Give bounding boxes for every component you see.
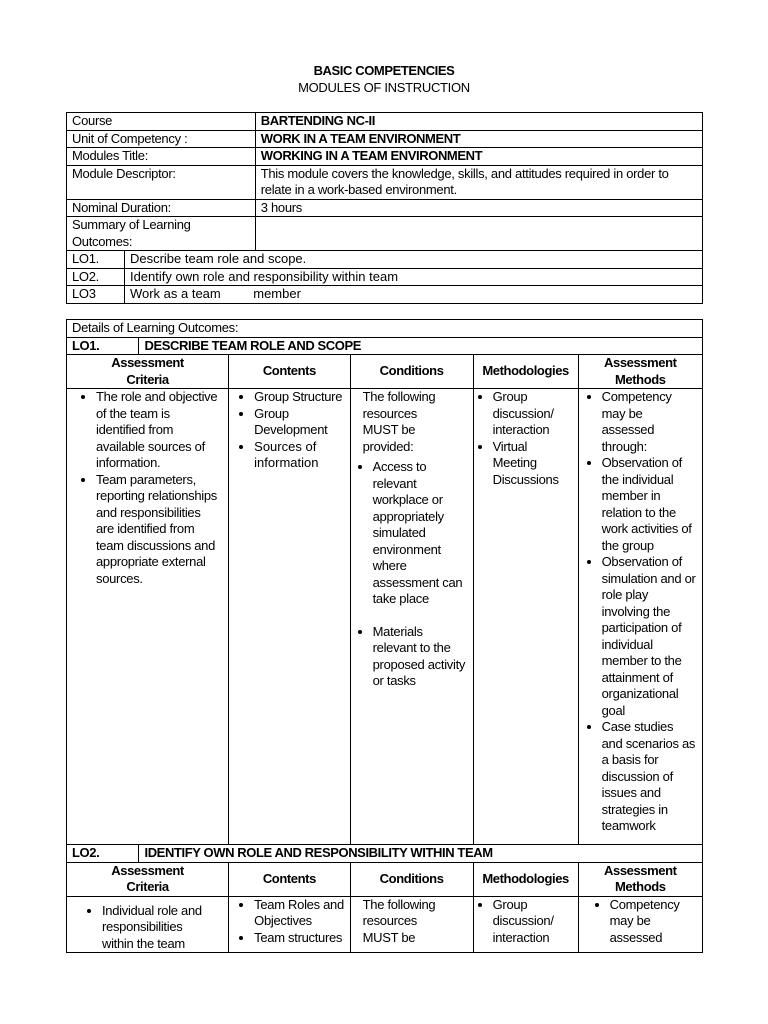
lo2-header-conditions: Conditions — [350, 862, 473, 896]
lo1-methodologies-item: • Group discussion/ interaction — [493, 389, 573, 439]
lo1-contents-item: • Group Structure — [254, 389, 344, 406]
lo2-contents-item: • Team structures — [254, 930, 344, 947]
lo1-conditions-item: • Access to relevant workplace or appropriately simulated environment where assessment can take place — [373, 459, 468, 608]
lo1-methods-item: • Case studies and scenarios as a basis for discussion of issues and strategies in teamwork — [602, 719, 697, 835]
lo2-methods-item: • Competency may be assessed — [610, 897, 690, 947]
lo1-conditions-cell — [350, 389, 473, 845]
header-methodologies: Methodologies — [473, 355, 578, 389]
lo2-header-methodologies: Methodologies — [473, 862, 578, 896]
lo3-code: LO3 — [67, 286, 125, 304]
lo1-methods-item: • Competency may be assessed through: — [602, 389, 697, 455]
learning-outcomes-table — [66, 319, 703, 953]
descriptor-value: This module covers the knowledge, skills, and attitudes required in order to relate in a work-based environment. — [255, 165, 702, 199]
duration-label: Nominal Duration: — [67, 199, 256, 217]
lo2-conditions-intro: The following resources MUST be — [362, 896, 436, 945]
header-contents: Contents — [229, 355, 350, 389]
descriptor-label: Module Descriptor: — [67, 165, 256, 199]
lo2-methodologies-item: • Group discussion/ interaction — [493, 897, 573, 947]
lo1-contents-cell — [229, 389, 350, 845]
lo1-detail-title: DESCRIBE TEAM ROLE AND SCOPE — [139, 337, 703, 355]
lo2-header-contents: Contents — [229, 862, 350, 896]
lo1-criteria-item: • The role and objective of the team is identified from available sources of information. — [96, 389, 219, 472]
lo2-detail-title: IDENTIFY OWN ROLE AND RESPONSIBILITY WITHIN TEAM — [139, 845, 703, 863]
lo1-criteria-item: • Team parameters, reporting relationships and responsibilities are identified from team discussions and appropriate external sources. — [96, 472, 219, 588]
lo2-contents-item: • Team Roles and Objectives — [254, 897, 344, 930]
lo1-methodologies-cell — [473, 389, 578, 845]
header-conditions: Conditions — [350, 355, 473, 389]
details-label: Details of Learning Outcomes: — [67, 320, 703, 338]
lo1-code: LO1. — [67, 251, 125, 269]
header-assessment-criteria: Assessment Criteria — [67, 355, 229, 389]
modules-title-value: WORKING IN A TEAM ENVIRONMENT — [255, 148, 702, 166]
lo1-summary: Describe team role and scope. — [124, 251, 702, 269]
lo2-methods-cell — [578, 896, 702, 953]
lo2-header-assessment-criteria: Assessment Criteria — [67, 862, 229, 896]
summary-label: Summary of Learning Outcomes: — [67, 217, 256, 251]
document-title: BASIC COMPETENCIES — [313, 63, 455, 78]
lo1-conditions-item: • Materials relevant to the proposed activity or tasks — [373, 624, 468, 690]
unit-label: Unit of Competency : — [67, 130, 256, 148]
document-subtitle: MODULES OF INSTRUCTION — [298, 80, 470, 95]
lo1-contents-item: • Sources of information — [254, 439, 344, 472]
lo2-code: LO2. — [67, 268, 125, 286]
lo3-summary: Work as a team member — [124, 286, 702, 304]
lo2-summary: Identify own role and responsibility within team — [124, 268, 702, 286]
lo1-methods-cell — [578, 389, 702, 845]
course-label: Course — [67, 113, 256, 131]
lo1-conditions-intro: The following resources MUST be provided: — [362, 389, 436, 454]
module-info-table — [66, 112, 703, 304]
lo2-methodologies-cell — [473, 896, 578, 953]
lo1-methodologies-item: • Virtual Meeting Discussions — [493, 439, 573, 489]
duration-value: 3 hours — [255, 199, 702, 217]
lo1-contents-item: • Group Development — [254, 406, 344, 439]
header-assessment-methods: Assessment Methods — [578, 355, 702, 389]
lo2-header-assessment-methods: Assessment Methods — [578, 862, 702, 896]
lo2-criteria-cell — [67, 896, 229, 953]
lo1-methods-item: • Observation of the individual member in relation to the work activities of the group — [602, 455, 697, 554]
lo1-methods-item: • Observation of simulation and or role play involving the participation of individual member to the attainment of organizational goal — [602, 554, 697, 719]
lo2-criteria-item: • Individual role and responsibilities within the team — [102, 903, 203, 953]
summary-value — [255, 217, 702, 251]
course-value: BARTENDING NC-II — [255, 113, 702, 131]
lo1-criteria-cell — [67, 389, 229, 845]
unit-value: WORK IN A TEAM ENVIRONMENT — [255, 130, 702, 148]
lo2-conditions-cell — [350, 896, 473, 953]
lo2-contents-cell — [229, 896, 350, 953]
lo2-detail-code: LO2. — [67, 845, 139, 863]
lo1-detail-code: LO1. — [67, 337, 139, 355]
modules-title-label: Modules Title: — [67, 148, 256, 166]
